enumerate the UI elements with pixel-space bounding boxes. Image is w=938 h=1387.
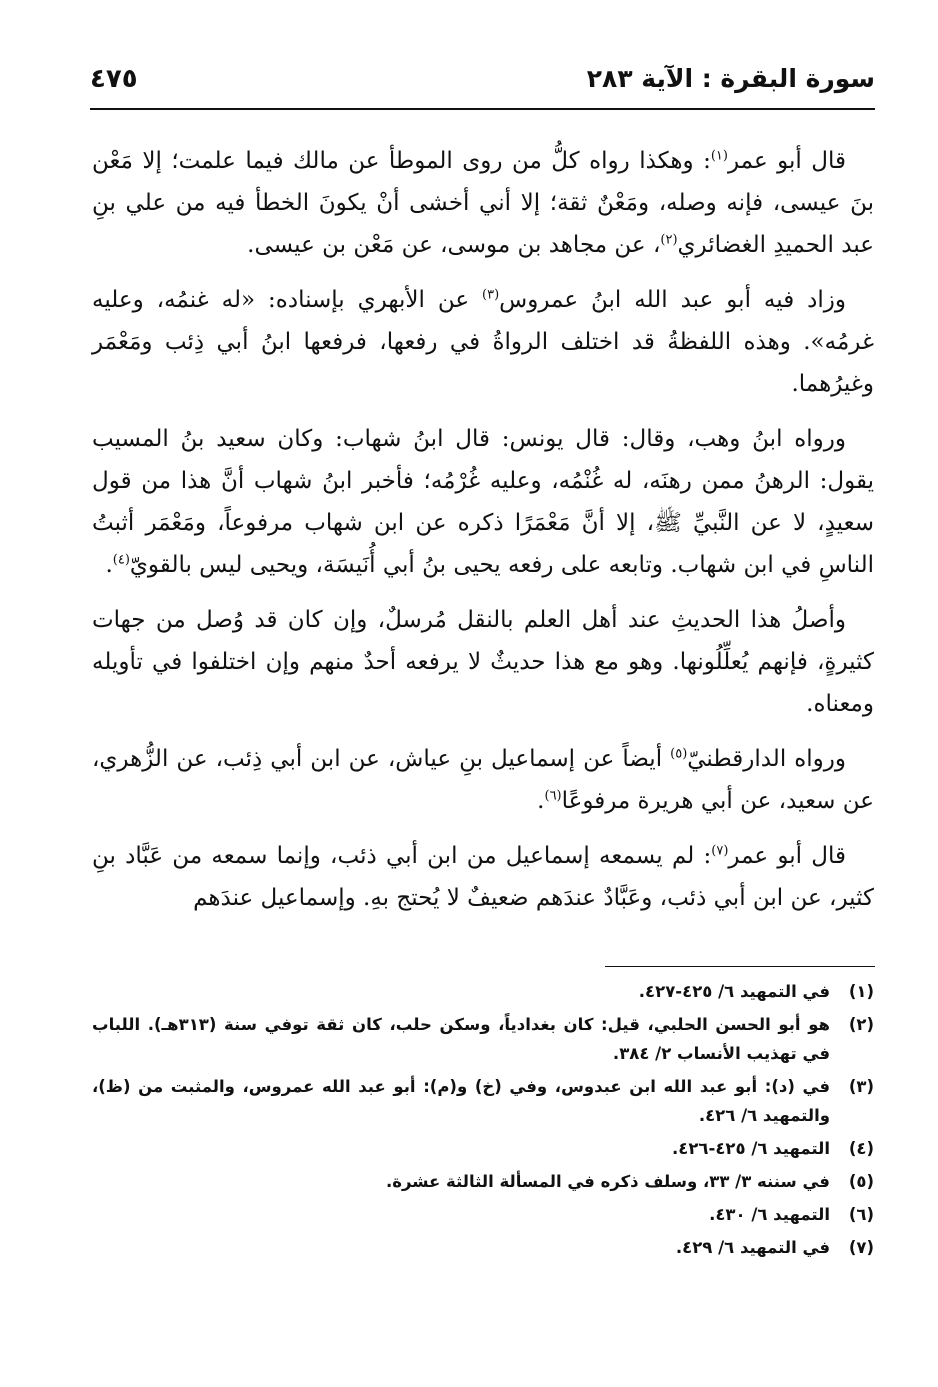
footnote (92, 977, 874, 1006)
paragraph-text: قال أبو عمر (728, 843, 846, 869)
running-title: سورة البقرة : الآية ٢٨٣ (586, 64, 875, 93)
footnote-marker[interactable]: (١) (710, 148, 728, 164)
footnote-text: في التمهيد ٦/ ٤٢٥-٤٢٧. (638, 982, 830, 1001)
page-header (90, 60, 875, 110)
footnote (92, 1233, 874, 1262)
footnote-text: في (د): أبو عبد الله ابن عبدوس، وفي (خ) و(م): أبو عبد الله عمروس، والمثبت من (ظ)، والتمهيد ٦/ ٤٢٦. (92, 1077, 830, 1125)
footnote-text: في التمهيد ٦/ ٤٢٩. (675, 1238, 830, 1257)
paragraph-text: . (105, 552, 113, 578)
footnote-separator (605, 966, 875, 967)
footnote (92, 1167, 874, 1196)
paragraph (92, 418, 874, 586)
paragraph (92, 738, 874, 822)
footnote-text: التمهيد ٦/ ٤٢٥-٤٢٦. (672, 1139, 830, 1158)
paragraph-text: ورواه ابنُ وهب، وقال: قال يونس: قال ابنُ شهاب: وكان سعيد بنُ المسيب يقول: الرهنُ ممن رهنَه، له غُنْمُه، وعليه غُرْمُه؛ فأخبر ابنُ شهاب أنَّ هذا من قول سعيدٍ، لا عن النَّبيِّ ﷺ، إلا أنَّ مَعْمَرًا ذكره عن ابن شهاب مرفوعاً، ومَعْمَر أثبتُ الناسِ في ابن شهاب. وتابعه على رفعه يحيى بنُ أبي أُنَيسَة، ويحيى ليس بالقويّ (92, 426, 874, 578)
footnote-number: (٢) (848, 1015, 874, 1034)
paragraph-text: قال أبو عمر (727, 148, 846, 174)
footnote (92, 1010, 874, 1068)
footnotes (92, 977, 874, 1266)
main-text (92, 140, 874, 932)
paragraph-text: ورواه الدارقطنيّ (687, 746, 846, 772)
footnote-marker[interactable]: (٣) (482, 287, 500, 303)
paragraph-text: وزاد فيه أبو عبد الله ابنُ عمروس (499, 287, 846, 313)
footnote-marker[interactable]: (٥) (670, 746, 688, 762)
footnote-number: (٤) (848, 1139, 874, 1158)
paragraph (92, 835, 874, 919)
footnote (92, 1072, 874, 1130)
footnote (92, 1134, 874, 1163)
paragraph-text: : لم يسمعه إسماعيل من ابن أبي ذئب، وإنما سمعه من عَبَّاد بنِ كثير، عن ابن أبي ذئب، وعَبَّادٌ عندَهم ضعيفٌ لا يُحتج بهِ. وإسماعيل عندَهم (92, 843, 874, 911)
footnote (92, 1200, 874, 1229)
footnote-marker[interactable]: (٧) (711, 843, 729, 859)
paragraph-text: : وهكذا رواه كلُّ من روى الموطأ عن مالك فيما علمت؛ إلا مَعْن بنَ عيسى، فإنه وصله، ومَعْنٌ ثقة؛ إلا أني أخشى أنْ يكونَ الخطأ فيه من علي بنِ عبد الحميدِ الغضائري (92, 148, 874, 258)
footnote-number: (١) (848, 982, 874, 1001)
footnote-number: (٥) (848, 1172, 874, 1191)
paragraph-text: عن الأبهري بإسناده: «له غنمُه، وعليه غرمُه». وهذه اللفظةُ قد اختلف الرواةُ في رفعها، فرفعها ابنُ أبي ذِئب ومَعْمَر وغيرُهما. (92, 287, 874, 397)
footnote-text: التمهيد ٦/ ٤٣٠. (709, 1205, 830, 1224)
page-number: ٤٧٥ (90, 64, 138, 94)
paragraph-text: . (537, 788, 545, 814)
paragraph (92, 279, 874, 405)
paragraph (92, 140, 874, 266)
footnote-number: (٣) (848, 1077, 874, 1096)
footnote-text: في سننه ٣/ ٣٣، وسلف ذكره في المسألة الثالثة عشرة. (385, 1172, 830, 1191)
footnote-text: هو أبو الحسن الحلبي، قيل: كان بغدادياً، وسكن حلب، كان ثقة توفي سنة (٣١٣هـ). اللباب في تهذيب الأنساب ٢/ ٣٨٤. (92, 1015, 830, 1063)
paragraph-text: وأصلُ هذا الحديثِ عند أهل العلم بالنقل مُرسلٌ، وإن كان قد وُصل من جهات كثيرةٍ، فإنهم يُعلِّلُونها. وهو مع هذا حديثٌ لا يرفعه أحدٌ منهم وإن اختلفوا في تأويله ومعناه. (92, 607, 874, 717)
paragraph-text: أيضاً عن إسماعيل بنِ عياش، عن ابن أبي ذِئب، عن الزُّهري، عن سعيد، عن أبي هريرة مرفوعًا (92, 746, 874, 814)
footnote-marker[interactable]: (٦) (544, 788, 562, 804)
footnote-marker[interactable]: (٢) (660, 232, 678, 248)
paragraph (92, 599, 874, 725)
paragraph-text: ، عن مجاهد بن موسى، عن مَعْن بن عيسى. (247, 232, 661, 258)
footnote-number: (٧) (848, 1238, 874, 1257)
footnote-marker[interactable]: (٤) (112, 552, 130, 568)
footnote-number: (٦) (848, 1205, 874, 1224)
